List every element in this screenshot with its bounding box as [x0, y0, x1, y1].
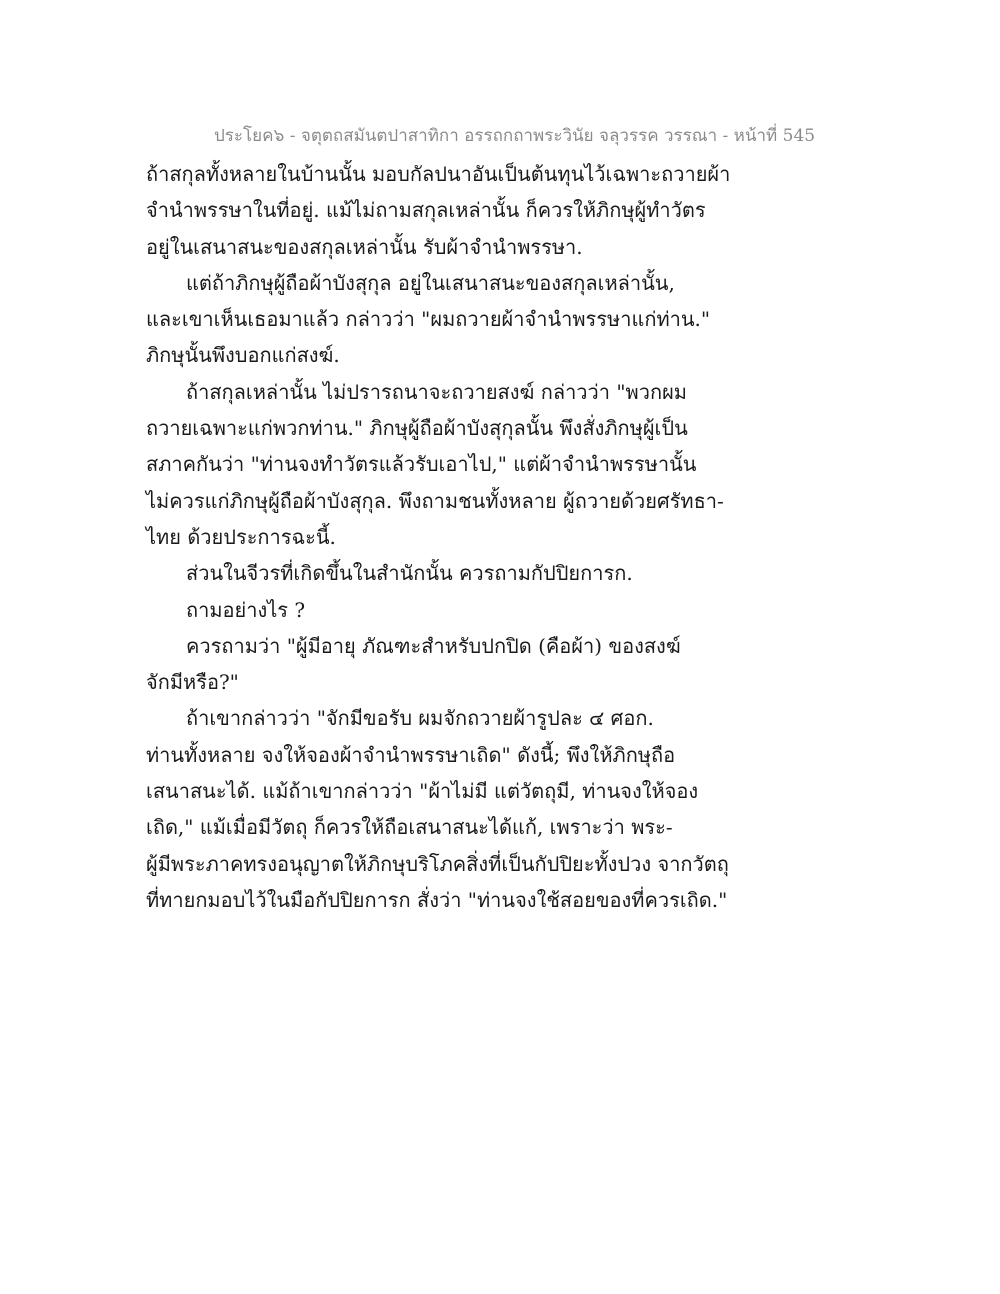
body-text [146, 156, 866, 918]
text-line: ผู้มีพระภาคทรงอนุญาตให้ภิกษุบริโภคสิ่งที่เป็นกัปปิยะทั้งปวง จากวัตถุ [146, 851, 729, 876]
text-line: ไทย ด้วยประการฉะนี้. [146, 524, 336, 549]
text-line: ภิกษุนั้นพึงบอกแก่สงฆ์. [146, 343, 340, 368]
text-line: อยู่ในเสนาสนะของสกุลเหล่านั้น รับผ้าจำนำพรรษา. [146, 234, 583, 259]
text-line: ถ้าสกุลเหล่านั้น ไม่ปรารถนาจะถวายสงฆ์ กล่าวว่า "พวกผม [186, 379, 687, 404]
text-line: ถามอย่างไร ? [186, 597, 306, 622]
text-line: เสนาสนะได้. แม้ถ้าเขากล่าวว่า "ผ้าไม่มี แต่วัตถุมี, ท่านจงให้จอง [146, 779, 699, 804]
running-header: ประโยค๖ - จตุตถสมันตปาสาทิกา อรรถกถาพระวินัย จลุวรรค วรรณา - หน้าที่ 545 [214, 126, 816, 146]
text-line: สภาคกันว่า "ท่านจงทำวัตรแล้วรับเอาไป," แต่ผ้าจำนำพรรษานั้น [146, 452, 697, 477]
text-line: แต่ถ้าภิกษุผู้ถือผ้าบังสุกุล อยู่ในเสนาสนะของสกุลเหล่านั้น, [186, 270, 675, 295]
text-line: จำนำพรรษาในที่อยู่. แม้ไม่ถามสกุลเหล่านั้น ก็ควรให้ภิกษุผู้ทำวัตร [146, 198, 706, 223]
text-line: เถิด," แม้เมื่อมีวัตถุ ก็ควรให้ถือเสนาสนะได้แก้, เพราะว่า พระ- [146, 815, 673, 840]
text-line: ควรถามว่า "ผู้มีอายุ ภัณฑะสำหรับปกปิด (คือผ้า) ของสงฆ์ [186, 633, 681, 658]
text-line: ที่ทายกมอบไว้ในมือกัปปิยการก สั่งว่า "ท่านจงใช้สอยของที่ควรเถิด." [146, 887, 728, 912]
text-line: จักมีหรือ?" [146, 670, 239, 695]
text-line: ถ้าเขากล่าวว่า "จักมีขอรับ ผมจักถวายผ้ารูปละ ๔ ศอก. [186, 706, 654, 731]
text-line: ถ้าสกุลทั้งหลายในบ้านนั้น มอบกัลปนาอันเป็นต้นทุนไว้เฉพาะถวายผ้า [146, 162, 731, 186]
text-line: ถวายเฉพาะแก่พวกท่าน." ภิกษุผู้ถือผ้าบังสุกุลนั้น พึงสั่งภิกษุผู้เป็น [146, 416, 688, 441]
text-line: ส่วนในจีวรที่เกิดขึ้นในสำนักนั้น ควรถามกัปปิยการก. [186, 561, 633, 586]
text-line: ท่านทั้งหลาย จงให้จองผ้าจำนำพรรษาเถิด" ดังนี้; พึงให้ภิกษุถือ [146, 742, 676, 767]
text-line: ไม่ควรแก่ภิกษุผู้ถือผ้าบังสุกุล. พึงถามชนทั้งหลาย ผู้ถวายด้วยศรัทธา- [146, 488, 724, 513]
text-line: และเขาเห็นเธอมาแล้ว กล่าวว่า "ผมถวายผ้าจำนำพรรษาแก่ท่าน." [146, 307, 711, 332]
